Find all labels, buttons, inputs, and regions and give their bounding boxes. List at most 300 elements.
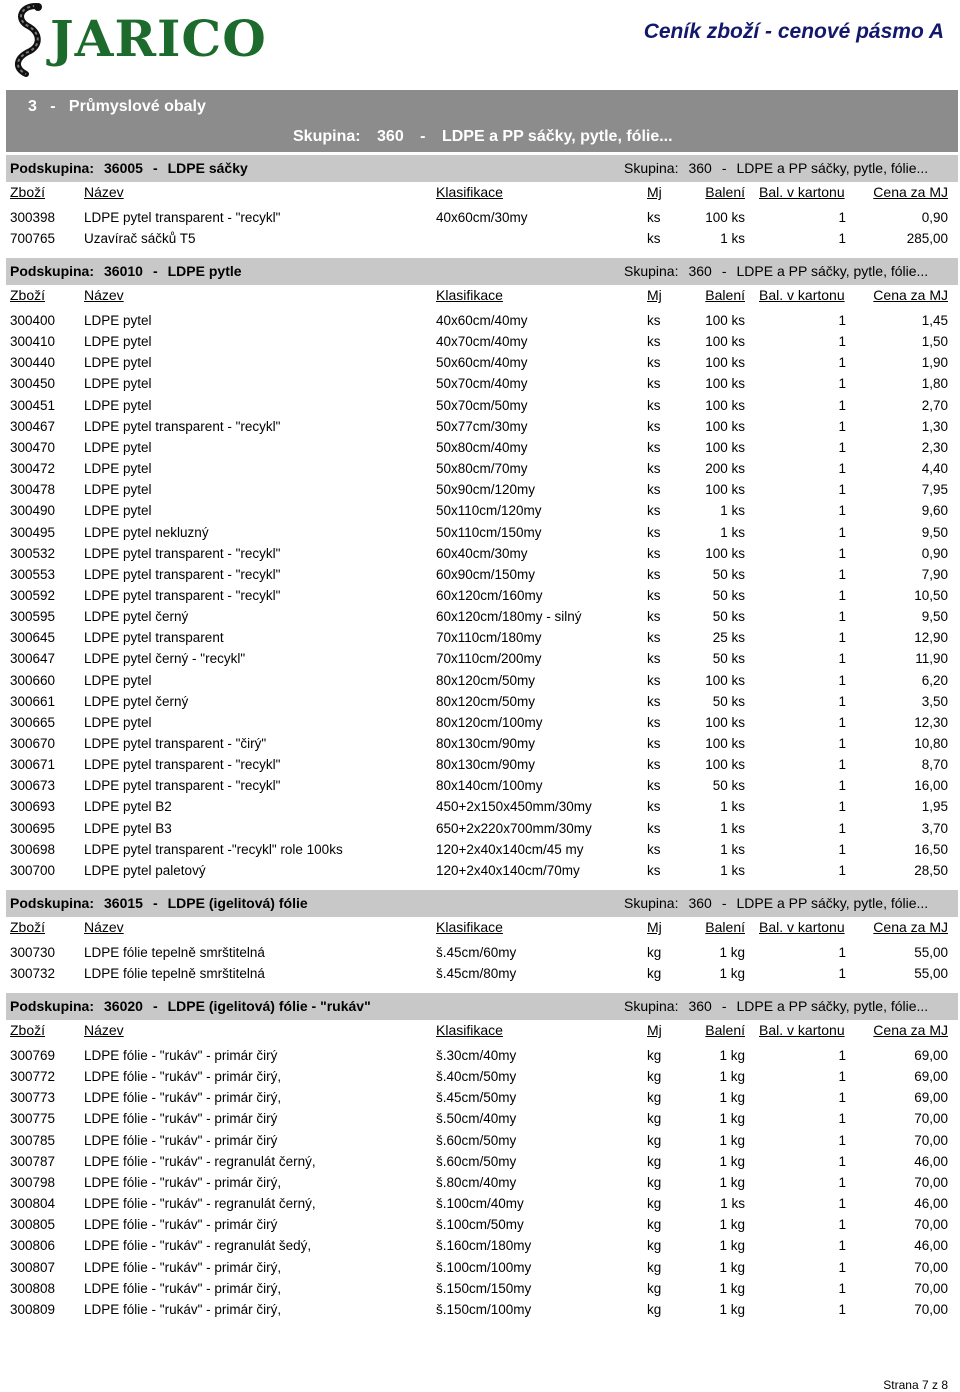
item-code: 300808 (10, 1280, 56, 1296)
subgroup-code: 36010 (104, 263, 143, 279)
item-price: 46,00 (914, 1153, 948, 1169)
item-package: 100 ks (705, 397, 745, 413)
item-classification: š.100cm/50my (436, 1217, 524, 1233)
item-carton: 1 (838, 841, 846, 857)
item-name: LDPE fólie - "rukáv" - primár čirý (84, 1217, 278, 1233)
item-code: 300695 (10, 820, 56, 836)
table-row (6, 334, 958, 354)
column-header-mj: Mj (647, 184, 662, 200)
item-name: LDPE pytel transparent - "recykl" (84, 210, 281, 225)
subgroup-group-number: 360 (688, 263, 712, 279)
subgroup-separator: - (152, 160, 158, 176)
subgroup-group (624, 993, 938, 1020)
item-carton: 1 (838, 820, 846, 836)
item-price: 3,70 (921, 820, 948, 836)
item-unit: ks (647, 397, 661, 413)
item-code: 300785 (10, 1132, 56, 1148)
item-price: 9,60 (921, 503, 948, 519)
item-code: 300495 (10, 524, 56, 540)
item-classification: š.60cm/50my (436, 1132, 517, 1148)
item-price: 16,00 (914, 778, 948, 794)
column-header-bal-kartonu: Bal. v kartonu (759, 287, 845, 303)
item-name: LDPE pytel (84, 482, 152, 498)
item-code: 300451 (10, 397, 56, 413)
item-unit: kg (647, 1217, 662, 1233)
table-row (6, 1154, 958, 1174)
item-code: 300787 (10, 1153, 56, 1169)
item-package: 1 ks (720, 1196, 745, 1212)
item-unit: ks (647, 736, 661, 751)
column-header-row (6, 184, 958, 202)
item-carton: 1 (838, 1174, 846, 1190)
item-package: 100 ks (705, 757, 745, 773)
item-classification: š.45cm/50my (436, 1090, 517, 1106)
column-header-baleni: Balení (705, 287, 745, 303)
item-name: LDPE pytel paletový (84, 862, 206, 878)
item-carton: 1 (838, 778, 846, 794)
item-package: 1 ks (720, 524, 745, 540)
item-name: LDPE fólie tepelně smrštitelná (84, 966, 265, 982)
table-row (6, 799, 958, 819)
item-classification: š.30cm/40my (436, 1048, 517, 1063)
item-price: 46,00 (914, 1238, 948, 1254)
table-row (6, 630, 958, 650)
item-carton: 1 (838, 966, 846, 982)
subgroup-label: Podskupina: (10, 998, 95, 1014)
item-package: 100 ks (705, 210, 745, 225)
item-package: 100 ks (705, 418, 745, 434)
item-package: 1 kg (719, 945, 745, 960)
item-name: LDPE pytel transparent - "recykl" (84, 545, 281, 561)
subgroup-group-separator: - (721, 263, 727, 279)
table-row (6, 546, 958, 566)
item-carton: 1 (838, 714, 846, 730)
item-carton: 1 (838, 545, 846, 561)
table-row (6, 398, 958, 418)
item-package: 1 ks (720, 862, 745, 878)
item-name: LDPE fólie - "rukáv" - regranulát šedý, (84, 1238, 312, 1254)
item-package: 1 ks (720, 231, 745, 247)
item-classification: 120+2x40x140cm/70my (436, 862, 580, 878)
item-price: 285,00 (906, 231, 948, 247)
item-price: 70,00 (914, 1301, 948, 1317)
column-header-bal-kartonu: Bal. v kartonu (759, 184, 845, 200)
item-unit: ks (647, 630, 661, 646)
column-header-cena: Cena za MJ (873, 184, 948, 200)
item-code: 300806 (10, 1238, 56, 1254)
item-package: 50 ks (712, 566, 745, 582)
item-carton: 1 (838, 651, 846, 667)
table-row (6, 966, 958, 986)
item-name: LDPE fólie - "rukáv" - primár čirý, (84, 1174, 282, 1190)
item-name: LDPE pytel transparent - "recykl" (84, 778, 281, 794)
item-name: LDPE pytel (84, 397, 152, 413)
item-code: 300804 (10, 1196, 56, 1212)
item-package: 1 kg (719, 1090, 745, 1106)
item-classification: 450+2x150x450mm/30my (436, 799, 592, 815)
subgroup-code: 36015 (104, 895, 143, 911)
item-unit: kg (647, 1090, 662, 1106)
column-header-row (6, 1022, 958, 1040)
item-classification: 50x90cm/120my (436, 482, 536, 498)
subgroup-separator: - (152, 263, 158, 279)
subgroup-separator: - (152, 998, 158, 1014)
subgroup-separator: - (152, 895, 158, 911)
item-name: LDPE pytel (84, 313, 152, 328)
item-classification: š.50cm/40my (436, 1111, 517, 1127)
table-row (6, 525, 958, 545)
item-classification: 650+2x220x700mm/30my (436, 820, 592, 836)
item-name: LDPE pytel nekluzný (84, 524, 209, 540)
item-name: LDPE pytel transparent (84, 630, 224, 646)
table-row (6, 609, 958, 629)
item-price: 70,00 (914, 1132, 948, 1148)
item-code: 300645 (10, 630, 56, 646)
item-classification: 50x110cm/150my (436, 524, 542, 540)
item-classification: š.40cm/50my (436, 1069, 517, 1085)
item-code: 300698 (10, 841, 56, 857)
subgroup-group-label: Skupina: (624, 895, 679, 911)
item-name: LDPE pytel (84, 334, 152, 350)
item-unit: kg (647, 1069, 662, 1085)
item-price: 9,50 (921, 524, 948, 540)
table-row (6, 1048, 958, 1068)
item-classification: 80x130cm/90my (436, 757, 536, 773)
table-row (6, 778, 958, 798)
subgroup-name: LDPE sáčky (167, 160, 248, 176)
item-package: 100 ks (705, 482, 745, 498)
item-package: 50 ks (712, 693, 745, 709)
column-header-klasifikace: Klasifikace (436, 184, 503, 200)
subgroup-title (10, 258, 252, 285)
subgroup-title (10, 155, 258, 182)
item-price: 0,90 (921, 210, 948, 225)
subgroup-group-number: 360 (688, 998, 712, 1014)
item-unit: ks (647, 524, 661, 540)
table-row (6, 313, 958, 333)
item-code: 300671 (10, 757, 56, 773)
item-classification: 40x70cm/40my (436, 334, 528, 350)
table-row (6, 355, 958, 375)
item-unit: ks (647, 545, 661, 561)
item-carton: 1 (838, 231, 846, 247)
item-code: 300472 (10, 461, 56, 477)
table-row (6, 757, 958, 777)
group-heading (293, 128, 685, 146)
item-carton: 1 (838, 210, 846, 225)
item-package: 50 ks (712, 651, 745, 667)
column-header-bal-kartonu: Bal. v kartonu (759, 919, 845, 935)
item-name: LDPE fólie - "rukáv" - primár čirý (84, 1111, 278, 1127)
item-name: LDPE pytel (84, 355, 152, 371)
group-separator: - (420, 128, 426, 145)
item-price: 69,00 (914, 1048, 948, 1063)
item-unit: kg (647, 1153, 662, 1169)
item-code: 300450 (10, 376, 56, 392)
item-name: LDPE fólie - "rukáv" - regranulát černý, (84, 1153, 316, 1169)
item-name: LDPE pytel B2 (84, 799, 172, 815)
table-row (6, 1090, 958, 1110)
item-name: LDPE pytel černý (84, 693, 189, 709)
item-carton: 1 (838, 736, 846, 751)
item-name: LDPE pytel (84, 439, 152, 455)
table-row (6, 673, 958, 693)
item-unit: kg (647, 1238, 662, 1254)
item-classification: š.45cm/60my (436, 945, 517, 960)
column-header-klasifikace: Klasifikace (436, 1022, 503, 1038)
table-row (6, 1175, 958, 1195)
item-price: 7,90 (921, 566, 948, 582)
item-code: 300772 (10, 1069, 56, 1085)
table-row (6, 210, 958, 230)
group-number: 360 (377, 128, 404, 145)
column-header-row (6, 919, 958, 937)
item-carton: 1 (838, 439, 846, 455)
item-unit: kg (647, 1301, 662, 1317)
item-unit: ks (647, 210, 661, 225)
item-code: 300478 (10, 482, 56, 498)
item-name: LDPE pytel transparent - "čirý" (84, 736, 267, 751)
page-title: Ceník zboží - cenové pásmo A (643, 20, 944, 43)
item-classification: 50x70cm/40my (436, 376, 528, 392)
item-carton: 1 (838, 355, 846, 371)
column-header-bal-kartonu: Bal. v kartonu (759, 1022, 845, 1038)
table-row (6, 651, 958, 671)
subgroup-group-separator: - (721, 998, 727, 1014)
item-price: 1,80 (921, 376, 948, 392)
item-price: 0,90 (921, 545, 948, 561)
item-unit: ks (647, 439, 661, 455)
item-carton: 1 (838, 313, 846, 328)
item-unit: ks (647, 355, 661, 371)
item-unit: kg (647, 1132, 662, 1148)
item-name: Uzavírač sáčků T5 (84, 231, 196, 247)
group-label: Skupina: (293, 128, 361, 145)
item-price: 9,50 (921, 609, 948, 625)
item-carton: 1 (838, 862, 846, 878)
subgroup-code: 36020 (104, 998, 143, 1014)
item-unit: ks (647, 609, 661, 625)
item-code: 300440 (10, 355, 56, 371)
item-price: 7,95 (921, 482, 948, 498)
item-carton: 1 (838, 1259, 846, 1275)
item-unit: ks (647, 461, 661, 477)
item-code: 300467 (10, 418, 56, 434)
item-name: LDPE pytel (84, 714, 152, 730)
item-classification: 80x130cm/90my (436, 736, 536, 751)
item-name: LDPE pytel transparent - "recykl" (84, 757, 281, 773)
item-price: 10,50 (914, 587, 948, 603)
item-package: 1 kg (719, 1238, 745, 1254)
item-package: 1 ks (720, 820, 745, 836)
item-unit: ks (647, 841, 661, 857)
table-row (6, 1069, 958, 1089)
item-price: 1,50 (921, 334, 948, 350)
item-package: 1 kg (719, 1153, 745, 1169)
item-code: 300661 (10, 693, 56, 709)
item-price: 16,50 (914, 841, 948, 857)
item-unit: ks (647, 862, 661, 878)
item-unit: kg (647, 1048, 662, 1063)
item-unit: kg (647, 1259, 662, 1275)
category-name: Průmyslové obaly (68, 98, 206, 115)
item-price: 1,30 (921, 418, 948, 434)
item-classification: 80x120cm/50my (436, 672, 536, 688)
column-header-nazev: Název (84, 919, 124, 935)
item-code: 300700 (10, 862, 56, 878)
column-header-mj: Mj (647, 1022, 662, 1038)
item-unit: kg (647, 1196, 662, 1212)
subgroup-title (10, 890, 318, 917)
item-name: LDPE fólie - "rukáv" - primár čirý (84, 1132, 278, 1148)
item-classification: š.45cm/80my (436, 966, 517, 982)
group-name: LDPE a PP sáčky, pytle, fólie... (441, 128, 673, 145)
item-carton: 1 (838, 630, 846, 646)
item-classification: 70x110cm/200my (436, 651, 542, 667)
item-package: 100 ks (705, 736, 745, 751)
subgroup-group-label: Skupina: (624, 263, 679, 279)
item-code: 300798 (10, 1174, 56, 1190)
item-unit: ks (647, 799, 661, 815)
table-row (6, 231, 958, 251)
table-row (6, 1111, 958, 1131)
item-unit: kg (647, 1111, 662, 1127)
table-row (6, 1302, 958, 1322)
table-row (6, 736, 958, 756)
item-unit: ks (647, 757, 661, 773)
category-number: 3 (28, 98, 37, 115)
item-package: 50 ks (712, 609, 745, 625)
item-carton: 1 (838, 587, 846, 603)
subgroup-header (6, 258, 958, 285)
item-code: 700765 (10, 231, 56, 247)
item-price: 70,00 (914, 1174, 948, 1190)
item-name: LDPE pytel (84, 461, 152, 477)
column-header-nazev: Název (84, 287, 124, 303)
item-unit: kg (647, 966, 662, 982)
item-unit: ks (647, 714, 661, 730)
item-carton: 1 (838, 1048, 846, 1063)
item-package: 1 kg (719, 1069, 745, 1085)
item-price: 1,45 (921, 313, 948, 328)
item-name: LDPE fólie - "rukáv" - primár čirý, (84, 1280, 282, 1296)
subgroup-group-name: LDPE a PP sáčky, pytle, fólie... (736, 263, 929, 279)
item-name: LDPE pytel transparent - "recykl" (84, 587, 281, 603)
item-carton: 1 (838, 482, 846, 498)
item-package: 1 ks (720, 799, 745, 815)
item-classification: š.160cm/180my (436, 1238, 532, 1254)
item-classification: š.100cm/100my (436, 1259, 532, 1275)
item-unit: ks (647, 587, 661, 603)
subgroup-title (10, 993, 381, 1020)
item-carton: 1 (838, 1238, 846, 1254)
table-row (6, 376, 958, 396)
item-classification: 60x90cm/150my (436, 566, 536, 582)
item-package: 100 ks (705, 545, 745, 561)
table-row (6, 440, 958, 460)
item-carton: 1 (838, 1153, 846, 1169)
item-classification: 50x80cm/70my (436, 461, 528, 477)
item-package: 50 ks (712, 778, 745, 794)
item-classification: 40x60cm/40my (436, 313, 528, 328)
item-classification: š.80cm/40my (436, 1174, 517, 1190)
item-name: LDPE pytel B3 (84, 820, 172, 836)
item-classification: š.100cm/40my (436, 1196, 524, 1212)
item-classification: 120+2x40x140cm/45 my (436, 841, 584, 857)
item-code: 300647 (10, 651, 56, 667)
item-name: LDPE pytel (84, 672, 152, 688)
subgroup-group (624, 155, 938, 182)
subgroup-group-number: 360 (688, 895, 712, 911)
item-price: 2,30 (921, 439, 948, 455)
item-code: 300400 (10, 313, 56, 328)
item-package: 100 ks (705, 714, 745, 730)
subgroup-group-separator: - (721, 160, 727, 176)
item-code: 300807 (10, 1259, 56, 1275)
item-carton: 1 (838, 524, 846, 540)
item-name: LDPE fólie - "rukáv" - regranulát černý, (84, 1196, 316, 1212)
column-header-zbozi: Zboží (10, 184, 46, 200)
subgroup-name: LDPE (igelitová) fólie (167, 895, 308, 911)
item-carton: 1 (838, 566, 846, 582)
item-code: 300805 (10, 1217, 56, 1233)
item-package: 50 ks (712, 587, 745, 603)
item-name: LDPE fólie - "rukáv" - primár čirý, (84, 1069, 282, 1085)
subgroup-header (6, 890, 958, 917)
item-price: 1,90 (921, 355, 948, 371)
item-code: 300532 (10, 545, 56, 561)
table-row (6, 1133, 958, 1153)
category-heading (28, 98, 206, 116)
table-row (6, 842, 958, 862)
item-unit: ks (647, 376, 661, 392)
item-classification: 80x140cm/100my (436, 778, 543, 794)
item-carton: 1 (838, 397, 846, 413)
table-row (6, 945, 958, 965)
column-header-cena: Cena za MJ (873, 919, 948, 935)
item-classification: 60x120cm/180my - silný (436, 609, 582, 625)
column-header-baleni: Balení (705, 184, 745, 200)
table-row (6, 461, 958, 481)
column-header-mj: Mj (647, 287, 662, 303)
item-name: LDPE pytel (84, 376, 152, 392)
item-code: 300769 (10, 1048, 56, 1063)
subgroup-label: Podskupina: (10, 895, 95, 911)
item-package: 100 ks (705, 313, 745, 328)
item-unit: ks (647, 313, 661, 328)
subgroup-group-name: LDPE a PP sáčky, pytle, fólie... (736, 895, 929, 911)
item-code: 300673 (10, 778, 56, 794)
item-name: LDPE pytel černý - "recykl" (84, 651, 246, 667)
subgroup-group-name: LDPE a PP sáčky, pytle, fólie... (736, 998, 929, 1014)
item-classification: 60x40cm/30my (436, 545, 528, 561)
item-classification: š.60cm/50my (436, 1153, 517, 1169)
subgroup-group-name: LDPE a PP sáčky, pytle, fólie... (736, 160, 929, 176)
item-carton: 1 (838, 1196, 846, 1212)
item-package: 1 kg (719, 1048, 745, 1063)
subgroup-name: LDPE pytle (167, 263, 242, 279)
item-name: LDPE fólie - "rukáv" - primár čirý, (84, 1301, 282, 1317)
item-unit: ks (647, 566, 661, 582)
item-package: 100 ks (705, 355, 745, 371)
item-classification: 50x110cm/120my (436, 503, 542, 519)
item-carton: 1 (838, 693, 846, 709)
item-carton: 1 (838, 1280, 846, 1296)
item-price: 70,00 (914, 1280, 948, 1296)
item-carton: 1 (838, 1301, 846, 1317)
item-unit: kg (647, 1280, 662, 1296)
item-package: 1 kg (719, 1132, 745, 1148)
